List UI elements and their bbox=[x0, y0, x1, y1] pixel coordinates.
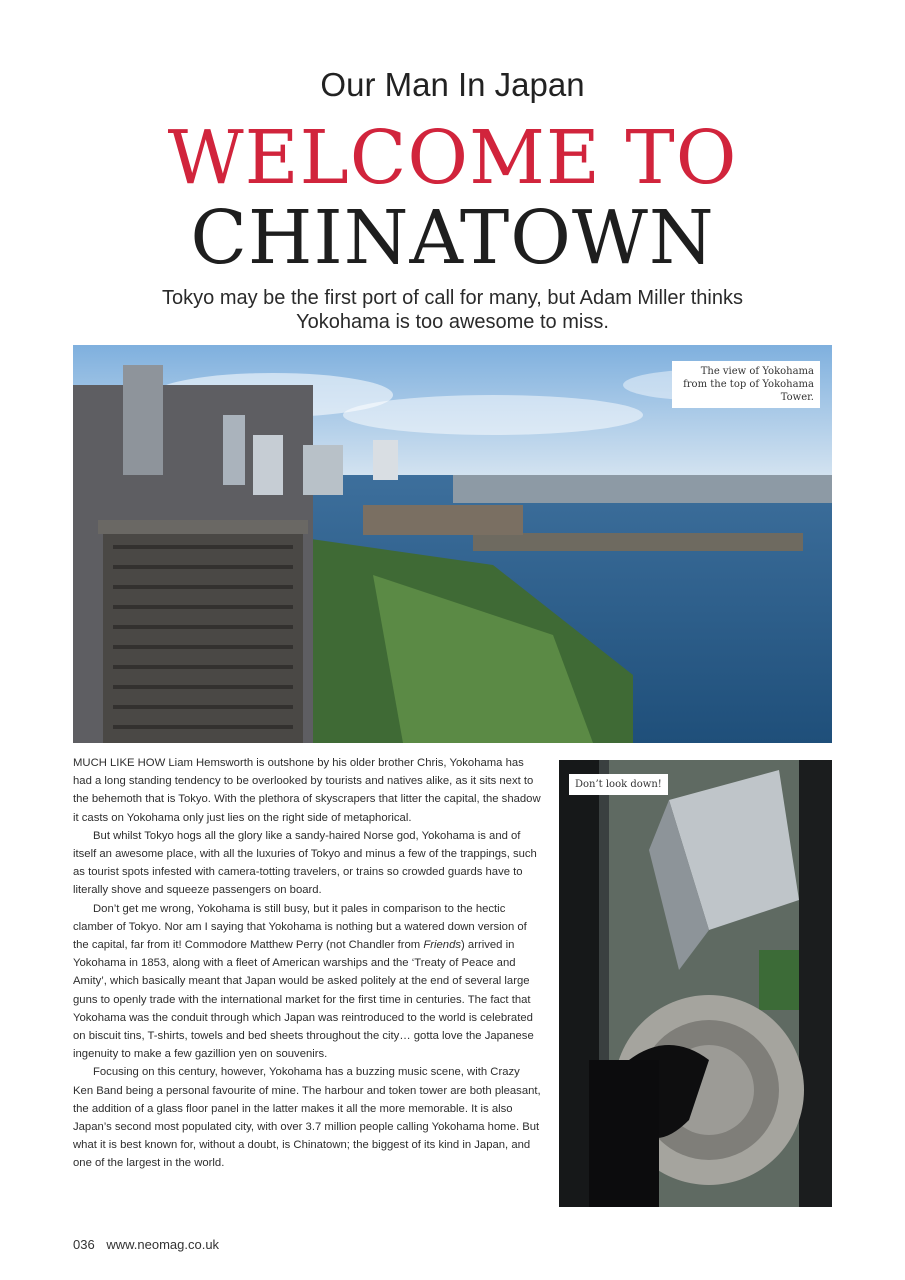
page-footer bbox=[73, 1237, 219, 1252]
article-text: ) arrived in Yokohama in 1853, along with a fleet of American warships and the ‘Treaty of Peace and Amity’, which basically meant that Japan would be asked politely at the end of several large guns to openly trade with the international market for the first time in centuries. The fact that Yokohama was the conduit through which Japan was reintroduced to the world is celebrated on biscuit tins, T-shirts, towels and bed sheets throughout the city… gotta love the Japanese ingenuity to make a few gazillion yen on souvenirs. bbox=[73, 939, 534, 1061]
article-paragraph: MUCH LIKE HOW Liam Hemsworth is outshone by his older brother Chris, Yokohama has had a long standing tendency to be overlooked by tourists and natives alike, as it sits next to the behemoth that is Tokyo. With the plethora of skyscrapers that litter the capital, the shadow it casts on Yokohama only just lies on the right side of metaphorical. bbox=[73, 757, 541, 824]
article-text: Don’t get me wrong, Yokohama is still busy, but it pales in comparison to the hectic clamber of Tokyo. Nor am I saying that Yokohama is nothing but a watered down version of the capital, far from it! Commodore Matthew Perry (not Chandler from bbox=[73, 902, 527, 952]
section-kicker: Our Man In Japan bbox=[320, 66, 585, 103]
article-italic-title: Friends bbox=[423, 939, 462, 952]
hero-photo-caption: The view of Yokohama from the top of Yokohama Tower. bbox=[672, 361, 820, 408]
glass-floor-photo bbox=[559, 760, 832, 1207]
side-photo-caption: Don’t look down! bbox=[569, 774, 668, 795]
page-number: 036 bbox=[73, 1237, 95, 1252]
website-link[interactable]: www.neomag.co.uk bbox=[106, 1237, 220, 1252]
article-paragraph: Focusing on this century, however, Yokohama has a buzzing music scene, with Crazy Ken Band being a personal favourite of mine. The harbour and token tower are both pleasant, the addition of a glass floor panel in the latter makes it all the more memorable. It is also Japan’s second most populated city, with over 3.7 million people calling Yokohama home. But what it is best known for, without a doubt, is Chinatown; the biggest of its kind in Japan, and one of the largest in the world. bbox=[73, 1066, 541, 1170]
headline-line-2: CHINATOWN bbox=[190, 195, 715, 281]
standfirst: Tokyo may be the first port of call for many, but Adam Miller thinks Yokohama is too awesome to miss. bbox=[162, 287, 743, 333]
article-paragraph bbox=[73, 900, 541, 1064]
headline-line-1: WELCOME TO bbox=[167, 115, 738, 201]
article-paragraph: But whilst Tokyo hogs all the glory like a sandy-haired Norse god, Yokohama is and of itself an awesome place, with all the luxuries of Tokyo and minus a few of the trappings, such as tourist spots infested with camera-totting travelers, or trains so crowded guards have to literally shove and squeeze passengers on board. bbox=[73, 829, 537, 897]
glass-floor-illustration bbox=[559, 760, 832, 1207]
yokohama-skyline-photo bbox=[73, 345, 832, 743]
article-body bbox=[73, 754, 541, 1173]
